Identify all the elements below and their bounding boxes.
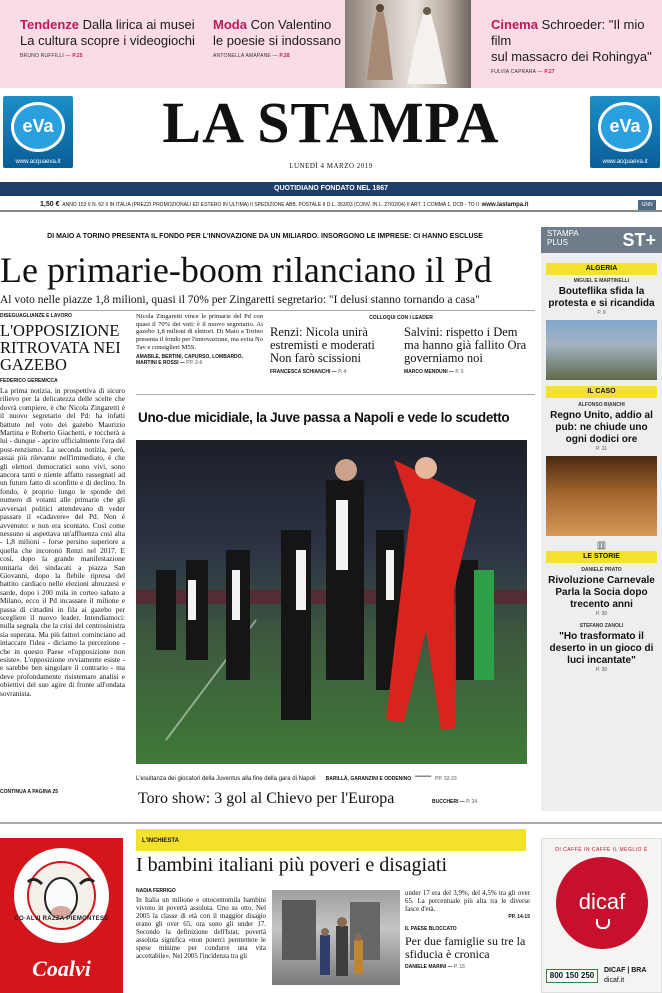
- teaser-headline-2: le poesie si indossano: [213, 33, 341, 48]
- eva-ad-right[interactable]: [590, 96, 660, 168]
- lead-kicker: DI MAIO A TORINO PRESENTA IL FONDO PER L'INNOVAZIONE DA UN MILIARDO. INSORGONO LE IMPRESE: CI HANNO ESCLUSE: [47, 233, 483, 240]
- item-headline[interactable]: "Ho trasformato il deserto in un gioco di luci incantate": [549, 631, 654, 666]
- inchiesta-continued: under 17 era del 3,9%, del 4,5% tra gli over 65. La percentuale più alta tra le diverse fasce d'età. PP. 14-15 IL PAESE BLOCCATO Per due famiglie su tre la sfiducia è cronica DANIELE MARINI — P. 15: [405, 890, 530, 970]
- editorial-continue[interactable]: CONTINUA A PAGINA 25: [0, 789, 59, 795]
- teaser-cinema[interactable]: Cinema Schroeder: "Il mio film sul massacro dei Rohingya" FULVIA CAPRARA — P.27: [471, 0, 662, 88]
- inchiesta-bar: [136, 829, 526, 851]
- pd-story: Nicola Zingaretti vince le primarie del Pd con quasi il 70% dei voti: è il nuovo segretario. Ai gazebo 1,8 milioni di elettori. Di Maio a Torino presenta il fondo per l'innovazione, ma evita No Tav e consiglieri M5S. AMABILE, BERTINI, CAPURSO, LOMBARDO, MARTINI E ROSSI — PP. 2-6: [136, 313, 263, 366]
- juventus-photo: [136, 440, 527, 764]
- cow-head-icon: [14, 848, 109, 943]
- inchiesta-page: PP. 14-15: [508, 914, 530, 920]
- interview-headline: Salvini: rispetto i Dem ma hanno già fallito Ora governiamo noi: [404, 325, 527, 365]
- teaser-page: P.28: [279, 53, 290, 59]
- inchiesta-headline[interactable]: I bambini italiani più poveri e disagiati: [136, 854, 448, 876]
- teaser-tendenze[interactable]: Tendenze Dalla lirica ai musei La cultura scopre i videogiochi BRUNO RUFFILLI — P.25: [0, 0, 214, 88]
- sport-page: PP. 32-33: [435, 776, 457, 782]
- item-headline[interactable]: Rivoluzione Carnevale Parla la Socia dopo trecento anni: [548, 575, 655, 610]
- coalvi-brand: Coalvi: [32, 956, 91, 981]
- teaser-byline: BRUNO RUFFILLI: [20, 53, 64, 59]
- item-byline: MIGUEL E MARTINELLI: [573, 278, 630, 284]
- cup-icon: [596, 919, 610, 929]
- interview-page: P. 5: [455, 369, 464, 375]
- teaser-headline: Con Valentino: [250, 17, 332, 32]
- sport-caption: L'esultanza dei giocatori della Juventus alla fine della gara di Napoli: [136, 776, 316, 782]
- interview-byline: FRANCESCA SCHIANCHI: [270, 369, 331, 375]
- founded-bar: QUOTIDIANO FONDATO NEL 1867: [0, 182, 662, 196]
- interview-salvini[interactable]: Salvini: rispetto i Dem ma hanno già fallito Ora governiamo noi MARCO MENDUNI — P. 5: [404, 326, 534, 375]
- item-byline: ALFONSO BIANCHI: [578, 402, 625, 408]
- toro-byline: BUCCHERI: [432, 799, 459, 805]
- teaser-byline: ANTONELLA AMAPANE: [213, 53, 271, 59]
- teaser-headline: Schroeder: "Il mio film: [491, 17, 645, 48]
- teaser-headline-2: La cultura scopre i videogiochi: [20, 33, 195, 48]
- site-url: www.lastampa.it: [481, 202, 529, 208]
- item-headline[interactable]: Regno Unito, addio al pub: ne chiude uno ogni dodici ore: [550, 410, 653, 445]
- inchiesta-label: L'INCHIESTA: [142, 838, 179, 844]
- teaser-page: P.27: [544, 69, 555, 75]
- algeria-photo: [546, 320, 657, 380]
- editorial-label: DISEGUAGLIANZE E LAVORO: [0, 313, 72, 319]
- eva-url: www.acquaeva.it: [602, 159, 648, 165]
- dicaf-ad[interactable]: [541, 838, 662, 993]
- interview-byline: MARCO MENDUNI: [404, 369, 448, 375]
- editorial-headline[interactable]: L'OPPOSIZIONE RITROVATA NEI GAZEBO: [0, 321, 121, 374]
- brand-logo: ST+: [622, 230, 656, 250]
- divider: [0, 310, 535, 311]
- pd-story-bylines: AMABILE, BERTINI, CAPURSO, LOMBARDO, MARTINI E ROSSI: [136, 353, 243, 366]
- item-headline[interactable]: Bouteflika sfida la protesta e si ricandida: [548, 286, 655, 309]
- lead-subhead: Al voto nelle piazze 1,8 milioni, quasi il 70% per Zingaretti segretario: "I delusi stanno tornando a casa": [0, 294, 480, 306]
- divider: [136, 394, 535, 395]
- masthead-date: LUNEDÌ 4 MARZO 2019: [289, 162, 373, 170]
- coalvi-ad[interactable]: [0, 838, 123, 993]
- editorial-column: [0, 313, 125, 795]
- inchiesta-body: In Italia un milione e ottocentomila bambini vivono in povertà assoluta. Uno su otto. Nel 2005 la classe di età con il maggior disagio erano gli over 65, ora sono gli under 17. Secondo la definizione dell'Istat, povertà assoluta significa «non poterci permettere le spese minime per condurre una vita accettabile». Nel 2005 l'incidenza tra gli: [136, 897, 266, 960]
- inchiesta-author: NADIA FERRIGO: [136, 888, 176, 894]
- coalvi-seal: [14, 848, 109, 943]
- section-le-storie: LE STORIE: [546, 551, 657, 563]
- eva-brand: eVa: [22, 116, 54, 136]
- brand-top: STAMPA: [547, 229, 579, 238]
- eva-ad-left[interactable]: [3, 96, 73, 168]
- price: 1,50 €: [40, 201, 60, 208]
- masthead-title: LA STAMPA: [162, 90, 500, 155]
- teaser-page: P.25: [72, 53, 83, 59]
- toro-page: P. 34: [466, 799, 478, 805]
- lead-headline[interactable]: Le primarie-boom rilanciano il Pd: [0, 250, 492, 290]
- editorial-author: FEDERICO GEREMICCA: [0, 378, 58, 384]
- sub-headline[interactable]: Per due famiglie su tre la sfiducia è cronica: [405, 934, 526, 961]
- item-byline: DANIELE PRATO: [581, 567, 622, 573]
- dicaf-brand: dicaf: [578, 889, 626, 914]
- teaser-byline: FULVIA CAPRARA: [491, 69, 536, 75]
- sub-label: IL PAESE BLOCCATO: [405, 926, 457, 932]
- info-bar: [0, 198, 662, 212]
- dicaf-logo: [556, 857, 648, 949]
- sport-caption-row: L'esultanza dei giocatori della Juventus alla fine della gara di Napoli BARILLÀ, GARANZINI E ODDENINO — PP. 32-33: [136, 767, 457, 784]
- gnn-badge: GNN: [638, 200, 656, 210]
- dicaf-footer: DICAF | BRA: [604, 967, 647, 974]
- magazine-icon: ▥: [596, 540, 607, 551]
- item-page: P. 30: [595, 611, 608, 617]
- interviews-label: COLLOQUI CON I LEADER: [369, 315, 433, 321]
- fashion-photo: [345, 0, 471, 88]
- sidebar-header: [541, 227, 662, 253]
- eva-url: www.acquaeva.it: [15, 159, 61, 165]
- teaser-moda[interactable]: Moda Con Valentino le poesie si indossano ANTONELLA AMAPANE — P.28: [203, 0, 345, 88]
- pd-story-page: PP. 2-6: [186, 359, 203, 366]
- pd-story-body: Nicola Zingaretti vince le primarie del Pd con quasi il 70% dei voti: è il nuovo segretario. Ai gazebo 1,8 milioni di elettori. Di Maio a Torino presenta il fondo per l'innovazione, ma evita No Tav e consiglieri M5S.: [136, 313, 263, 351]
- interview-renzi[interactable]: Renzi: Nicola unirà estremisti e moderati Non farò scissioni FRANCESCA SCHIANCHI — P. 4: [270, 326, 395, 375]
- teaser-section: Cinema: [491, 17, 538, 32]
- sub-byline: DANIELE MARINI: [405, 964, 447, 970]
- eva-brand: eVa: [609, 116, 641, 136]
- players-celebration: [136, 440, 527, 764]
- dicaf-url: dicaf.it: [604, 977, 625, 984]
- runway-figures: [345, 0, 471, 88]
- item-byline: STEFANO ZANOLI: [579, 623, 624, 629]
- sub-page: P. 15: [453, 964, 465, 970]
- item-page: P. 11: [596, 446, 607, 452]
- teaser-section: Tendenze: [20, 17, 79, 32]
- toro-byline-row: BUCCHERI — P. 34: [432, 799, 478, 805]
- pub-photo: [546, 456, 657, 536]
- dicaf-ring: DI CAFFÈ IN CAFFÈ IL MEGLIO È: [555, 847, 648, 853]
- dicaf-phone: 800 150 250: [546, 969, 598, 983]
- section-il-caso: IL CASO: [546, 386, 657, 398]
- stampa-plus-sidebar: [541, 227, 662, 811]
- brand-bottom: PLUS: [547, 238, 568, 247]
- item-page: P. 9: [597, 310, 606, 316]
- sport-headline[interactable]: Uno-due micidiale, la Juve passa a Napoli e vede lo scudetto: [138, 410, 510, 425]
- sport-bylines: BARILLÀ, GARANZINI E ODDENINO: [325, 776, 412, 782]
- inchiesta-body-2: under 17 era del 3,9%, del 4,5% tra gli over 65. La percentuale più alta tra le diverse fasce d'età.: [405, 890, 530, 913]
- interview-page: P. 4: [338, 369, 347, 375]
- info-text: ANNO 153 II N. 62 II IN ITALIA (PREZZI PROMOZIONALI ED ESTERO IN ULTIMA) II SPEDIZIONE ABB. POSTALE II D.L. 353/03 (CONV. IN L. 27/02/04) II ART. 1 COMMA 1, DCB - TO II: [62, 202, 479, 208]
- children-photo: [272, 890, 400, 985]
- item-page: P. 30: [595, 667, 608, 673]
- section-algeria: ALGERIA: [546, 263, 657, 275]
- coalvi-ring: CO·ALVI RAZZA PIEMONTESE: [14, 916, 109, 922]
- interview-headline: Renzi: Nicola unirà estremisti e moderati Non farò scissioni: [270, 325, 375, 365]
- divider: [0, 822, 662, 824]
- children-figures: [272, 890, 400, 985]
- teaser-section: Moda: [213, 17, 247, 32]
- toro-headline[interactable]: Toro show: 3 gol al Chievo per l'Europa: [138, 790, 395, 807]
- editorial-body: La prima notizia, in prospettiva di sicuro rilievo per la delicatezza delle scelte che dovrà compiere, è che Nicola Zingaretti è il nuovo segretario del Pd: ha infatti battuto nel voto dei gazebo Maurizio Martina e Roberto Giachetti, e toccherà a lui - dunque - aprire ufficialmente l'era del post-renzismo. La seconda notizia, però, assai più rilevante nell'immediato, è che gli elettori democratici sono vivi, sono ancora tanti e niente affatto rassegnati ad un futuro fatto di sconfitte e di declino. In fondo, è proprio lungo le sponde del numero di votanti alle primarie che gli avversari politici attendevano di veder passare il «cadavere» del Pd. Non è avvenuto: e non era scontato. Così come nessuno si aspettava un'affluenza così alta - 1,8 milioni - forse persino superiore a quella che incoronò Renzi nel 2017. E così, dopo la grande manifestazione unitaria dei sindacati a piazza San Giovanni, dopo la flebile ripresa del battito cardiaco nelle elezioni abruzzesi e sarde, dopo i 200 mila in corteo sabato a Milano, ecco il Pd incassare il milione e passa di cittadini in fila ai gazebo per scegliere il nuovo leader. Intendiamoci: nulla segnala che la crisi del centrosinistra sia superata. Ma più fattori cominciano ad intaccare l'idea - diciamo la percezione - che in questo Paese «l'opposizione non esiste». L'opposizione ovviamente esiste - e sarebbe ben singolare il contrario - ma deve profondamente risistemare analisi e obiettivi del suo agire di fronte all'ondata sovranista.: [0, 387, 125, 698]
- teaser-headline-2: sul massacro dei Rohingya": [491, 49, 652, 64]
- teaser-headline: Dalla lirica ai musei: [82, 17, 195, 32]
